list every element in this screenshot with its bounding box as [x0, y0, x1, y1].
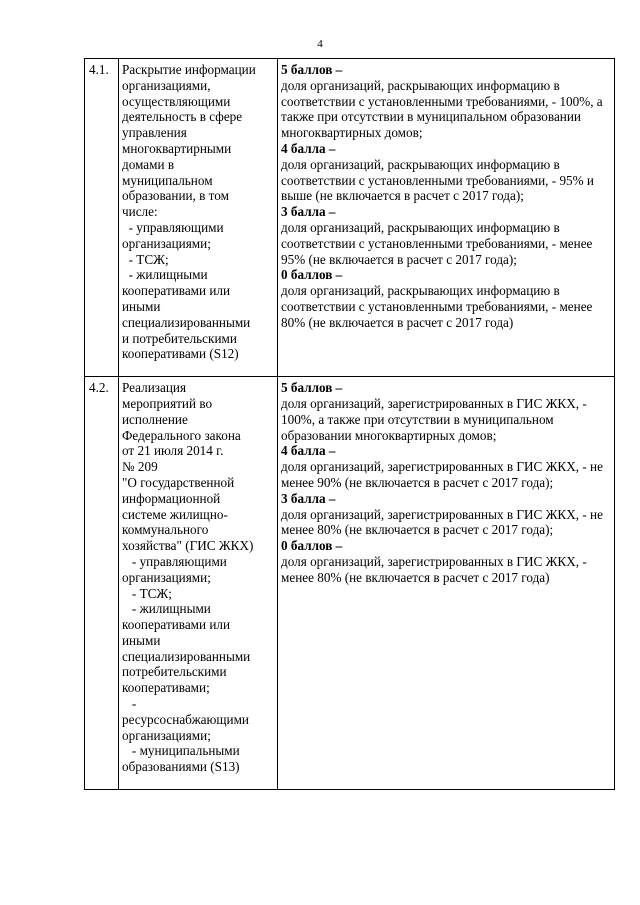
indicator-name-line: "О государственной [122, 474, 235, 490]
scoring-criteria [278, 59, 615, 377]
indicator-name-line: образовании, в том [122, 188, 229, 204]
indicator-name [119, 59, 278, 377]
grade-description: доля организаций, зарегистрированных в ГИС ЖКХ, - не менее 80% (не включается в расчет с 2017 года); [281, 506, 603, 538]
grade-description: доля организаций, зарегистрированных в ГИС ЖКХ, - 100%, а также при отсутствии в муниципальном образовании многоквартирных домов; [281, 395, 587, 443]
grade-description: доля организаций, раскрывающих информацию в соответствии с установленными требованиями, - 95% и выше (не включается в расчет с 2017 года); [281, 156, 594, 204]
grade-title: 4 балла – [281, 140, 336, 156]
indicator-name-line: организациями; [122, 727, 211, 743]
indicator-name-line: ресурсоснабжающими [122, 711, 249, 727]
grade-description: доля организаций, зарегистрированных в ГИС ЖКХ, - не менее 90% (не включается в расчет с 2017 года); [281, 459, 603, 490]
indicator-name-line: - управляющими [122, 553, 227, 569]
indicator-name-line: числе: [122, 204, 158, 220]
indicator-name-line: Реализация [122, 380, 187, 396]
indicator-name-line: организациями, [122, 77, 211, 93]
indicator-name-line: от 21 июля 2014 г. [122, 443, 224, 459]
indicator-name-line: управления [122, 125, 187, 141]
indicator-name-line: кооперативами; [122, 680, 210, 696]
indicator-name-line: системе жилищно- [122, 506, 228, 522]
grade-description: доля организаций, раскрывающих информацию в соответствии с установленными требованиями, - менее 95% (не включается в расчет с 2017 года); [281, 219, 593, 267]
indicator-name-line: осуществляющими [122, 93, 231, 109]
indicator-name-line: образованиями (S13) [122, 759, 240, 775]
indicator-name-line: специализированными [122, 314, 251, 330]
indicator-name-line: потребительскими [122, 664, 227, 680]
indicator-name-line: деятельность в сфере [122, 109, 243, 125]
indicator-name-line: мероприятий во [122, 395, 213, 411]
indicator-name-line: Федерального закона [122, 427, 241, 443]
indicator-name-line: иными [122, 298, 161, 314]
indicator-name-line: - ТСЖ; [122, 585, 172, 601]
indicator-name [119, 377, 278, 790]
indicator-name-line: - ТСЖ; [122, 251, 169, 267]
grade-description: доля организаций, зарегистрированных в ГИС ЖКХ, - менее 80% (не включается в расчет с 2017 года) [281, 553, 587, 585]
table-row [85, 377, 615, 790]
indicator-name-line: организациями; [122, 235, 211, 251]
indicator-name-line: кооперативами или [122, 617, 231, 633]
indicator-name-line: Раскрытие информации [122, 62, 256, 77]
indicator-name-line: хозяйства" (ГИС ЖКХ) [122, 538, 254, 554]
grade-title: 3 балла – [281, 204, 336, 220]
page-number: 4 [317, 38, 323, 50]
grade-title: 4 балла – [281, 443, 336, 459]
indicator-name-line: - управляющими [122, 219, 224, 235]
indicator-name-line: домами в [122, 156, 175, 172]
indicator-name-line: № 209 [122, 459, 158, 475]
indicator-name-line: организациями; [122, 569, 211, 585]
indicator-name-line: кооперативами (S12) [122, 346, 239, 362]
indicator-name-line: и потребительскими [122, 330, 237, 346]
indicator-name-line: кооперативами или [122, 283, 231, 299]
scoring-criteria [278, 377, 615, 790]
indicator-name-line: - жилищными [122, 267, 208, 283]
indicator-name-line: коммунального [122, 522, 209, 538]
grade-title: 0 баллов – [281, 538, 343, 554]
grade-title: 3 балла – [281, 490, 336, 506]
grade-title: 5 баллов – [281, 62, 343, 77]
indicator-name-line: муниципальном [122, 172, 213, 188]
indicator-name-line: - [122, 696, 137, 712]
table-row [85, 59, 615, 377]
row-number: 4.1. [85, 59, 119, 377]
indicator-name-line: - жилищными [122, 601, 211, 617]
grade-title: 5 баллов – [281, 380, 343, 396]
indicator-name-line: - муниципальными [122, 743, 240, 759]
indicator-name-line: многоквартирными [122, 140, 232, 156]
indicator-name-line: информационной [122, 490, 221, 506]
criteria-table [84, 58, 615, 790]
grade-description: доля организаций, раскрывающих информацию в соответствии с установленными требованиями, - 100%, а также при отсутствии в муниципальном образовании многоквартирных домов; [281, 77, 603, 141]
grade-description: доля организаций, раскрывающих информацию в соответствии с установленными требованиями, - менее 80% (не включается в расчет с 2017 года) [281, 283, 593, 330]
indicator-name-line: исполнение [122, 411, 188, 427]
grade-title: 0 баллов – [281, 267, 343, 283]
indicator-name-line: специализированными [122, 648, 251, 664]
indicator-name-line: иными [122, 632, 161, 648]
row-number: 4.2. [85, 377, 119, 790]
